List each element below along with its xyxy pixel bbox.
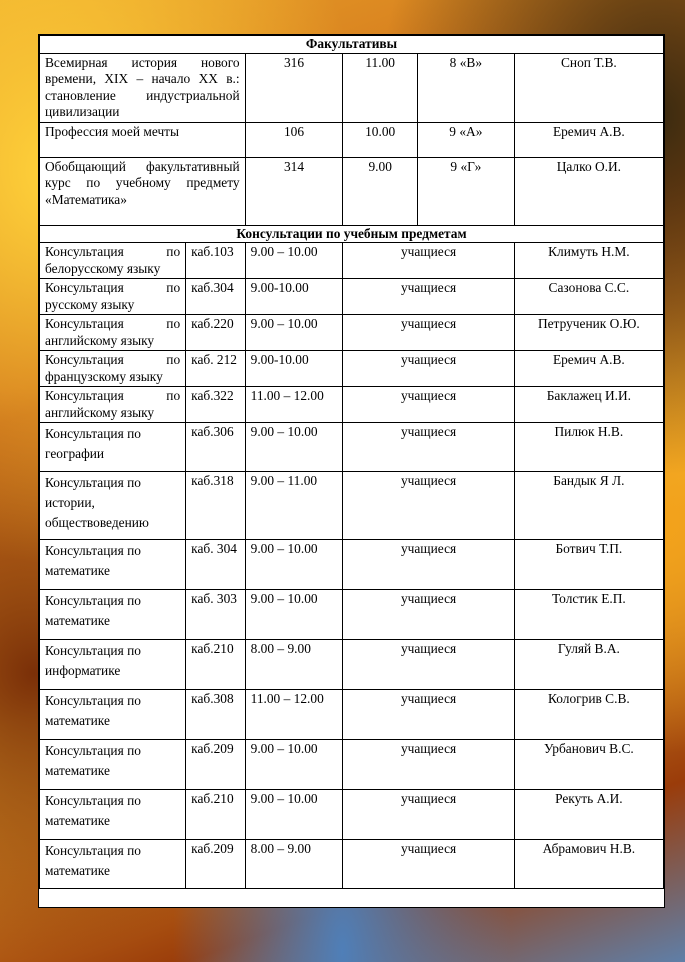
consultation-row [40, 423, 664, 472]
consultation-room: каб.210 [186, 790, 245, 840]
consultation-room: каб.318 [186, 472, 245, 540]
schedule-table [39, 35, 664, 889]
elective-room: 106 [245, 122, 343, 157]
consultation-room: каб. 304 [186, 540, 245, 590]
consultation-subject: Консультация по русскому языку [40, 279, 186, 315]
consultation-teacher: Абрамович Н.В. [514, 840, 663, 889]
elective-time: 9.00 [343, 157, 418, 225]
consultation-time: 8.00 – 9.00 [245, 640, 343, 690]
elective-name: Профессия моей мечты [40, 122, 246, 157]
consultation-room: каб.210 [186, 640, 245, 690]
consultation-audience: учащиеся [343, 472, 514, 540]
consultation-audience: учащиеся [343, 540, 514, 590]
consultation-time: 9.00 – 10.00 [245, 590, 343, 640]
electives-title: Факультативы [40, 36, 664, 54]
consultation-audience: учащиеся [343, 243, 514, 279]
consultation-time: 8.00 – 9.00 [245, 840, 343, 889]
consultation-teacher: Толстик Е.П. [514, 590, 663, 640]
consultation-audience: учащиеся [343, 351, 514, 387]
schedule-sheet [38, 34, 665, 908]
electives-header-row [40, 36, 664, 54]
consultation-time: 11.00 – 12.00 [245, 690, 343, 740]
consultation-subject: Консультация по белорусскому языку [40, 243, 186, 279]
consultation-teacher: Рекуть А.И. [514, 790, 663, 840]
consultation-teacher: Бандык Я Л. [514, 472, 663, 540]
elective-name: Всемирная история нового времени, XIX – начало XX в.: становление индустриальной цивилизации [40, 53, 246, 122]
consultation-teacher: Урбанович В.С. [514, 740, 663, 790]
consultation-row [40, 740, 664, 790]
consultation-subject: Консультация по математике [40, 590, 186, 640]
consultation-audience: учащиеся [343, 690, 514, 740]
consultation-row [40, 387, 664, 423]
consultation-subject: Консультация по математике [40, 690, 186, 740]
consultation-room: каб.220 [186, 315, 245, 351]
elective-time: 10.00 [343, 122, 418, 157]
consultation-row [40, 472, 664, 540]
elective-teacher: Еремич А.В. [514, 122, 663, 157]
consultation-audience: учащиеся [343, 840, 514, 889]
consultation-time: 9.00 – 10.00 [245, 540, 343, 590]
consultation-room: каб.209 [186, 840, 245, 889]
consultation-room: каб.306 [186, 423, 245, 472]
consultation-row [40, 540, 664, 590]
consultation-audience: учащиеся [343, 640, 514, 690]
consultation-teacher: Кологрив С.В. [514, 690, 663, 740]
consultation-time: 9.00 – 10.00 [245, 243, 343, 279]
consultation-row [40, 315, 664, 351]
consultation-teacher: Петрученик О.Ю. [514, 315, 663, 351]
consultation-subject: Консультация по математике [40, 790, 186, 840]
consultations-title: Консультации по учебным предметам [40, 225, 664, 243]
consultation-room: каб.308 [186, 690, 245, 740]
consultations-header-row [40, 225, 664, 243]
elective-row [40, 53, 664, 122]
consultation-audience: учащиеся [343, 423, 514, 472]
elective-room: 314 [245, 157, 343, 225]
consultation-subject: Консультация по английскому языку [40, 387, 186, 423]
consultation-teacher: Баклажец И.И. [514, 387, 663, 423]
consultation-room: каб. 303 [186, 590, 245, 640]
consultation-room: каб.304 [186, 279, 245, 315]
consultation-room: каб. 212 [186, 351, 245, 387]
consultation-time: 9.00 – 10.00 [245, 423, 343, 472]
consultation-audience: учащиеся [343, 590, 514, 640]
elective-teacher: Цалко О.И. [514, 157, 663, 225]
consultation-row [40, 690, 664, 740]
consultation-time: 9.00 – 11.00 [245, 472, 343, 540]
elective-room: 316 [245, 53, 343, 122]
elective-grade: 9 «Г» [417, 157, 514, 225]
consultation-row [40, 840, 664, 889]
consultation-audience: учащиеся [343, 315, 514, 351]
consultation-teacher: Еремич А.В. [514, 351, 663, 387]
consultation-time: 9.00-10.00 [245, 351, 343, 387]
consultation-room: каб.209 [186, 740, 245, 790]
elective-row [40, 157, 664, 225]
consultation-room: каб.103 [186, 243, 245, 279]
elective-row [40, 122, 664, 157]
consultation-row [40, 790, 664, 840]
consultation-teacher: Климуть Н.М. [514, 243, 663, 279]
consultation-audience: учащиеся [343, 790, 514, 840]
consultation-teacher: Сазонова С.С. [514, 279, 663, 315]
consultation-subject: Консультация по математике [40, 540, 186, 590]
consultation-time: 9.00 – 10.00 [245, 790, 343, 840]
consultation-subject: Консультация по географии [40, 423, 186, 472]
consultation-teacher: Пилюк Н.В. [514, 423, 663, 472]
elective-teacher: Сноп Т.В. [514, 53, 663, 122]
consultation-time: 9.00-10.00 [245, 279, 343, 315]
consultation-subject: Консультация по математике [40, 840, 186, 889]
consultation-subject: Консультация по французскому языку [40, 351, 186, 387]
consultation-audience: учащиеся [343, 387, 514, 423]
consultation-subject: Консультация по информатике [40, 640, 186, 690]
consultation-row [40, 243, 664, 279]
consultation-row [40, 640, 664, 690]
consultation-time: 9.00 – 10.00 [245, 315, 343, 351]
consultation-time: 11.00 – 12.00 [245, 387, 343, 423]
elective-grade: 8 «В» [417, 53, 514, 122]
consultation-room: каб.322 [186, 387, 245, 423]
elective-grade: 9 «А» [417, 122, 514, 157]
consultation-teacher: Ботвич Т.П. [514, 540, 663, 590]
consultation-row [40, 279, 664, 315]
elective-name: Обобщающий факультативный курс по учебному предмету «Математика» [40, 157, 246, 225]
elective-time: 11.00 [343, 53, 418, 122]
consultation-audience: учащиеся [343, 740, 514, 790]
consultation-subject: Консультация по истории, обществоведению [40, 472, 186, 540]
consultation-row [40, 351, 664, 387]
consultation-audience: учащиеся [343, 279, 514, 315]
consultation-subject: Консультация по математике [40, 740, 186, 790]
consultation-row [40, 590, 664, 640]
consultation-teacher: Гуляй В.А. [514, 640, 663, 690]
consultation-subject: Консультация по английскому языку [40, 315, 186, 351]
consultation-time: 9.00 – 10.00 [245, 740, 343, 790]
